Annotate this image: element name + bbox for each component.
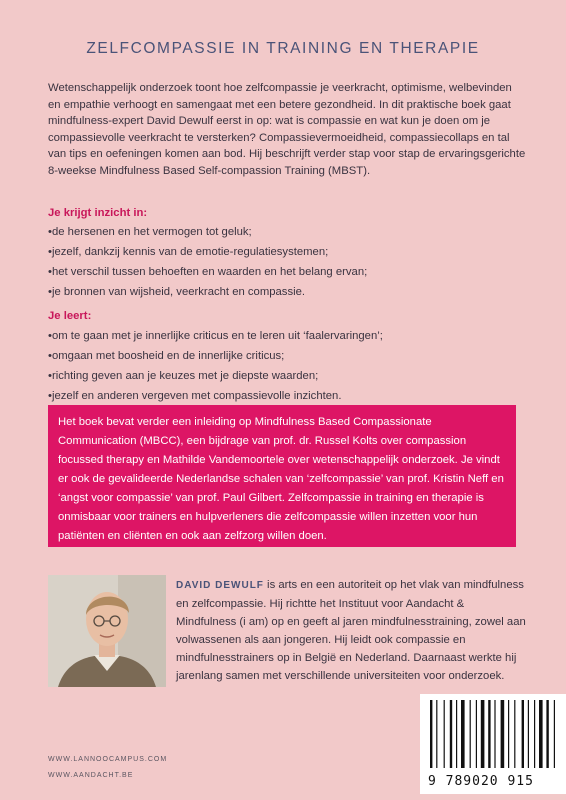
barcode-bar [514,700,515,768]
barcode-bar [508,700,509,768]
barcode-bars [420,694,566,772]
publisher-url[interactable]: WWW.LANNOOCAMPUS.COM [48,756,168,763]
barcode-bar [539,700,543,768]
author-bio-text: is arts en een autoriteit op het vlak van mindfulness en zelfcompassie. Hij richtte het Instituut voor Aandacht & Mindfulness (i am) op en geeft al jaren mindfulnesstraining, zowel aan volwassenen als aan jongeren. Hij leidt ook compassie en mindfulnesstrainers op in België en Nederland. Daarnaast werkte hij jarenlang samen met verschillende universiteiten voor onderzoek. [176,579,526,682]
list-item: • het verschil tussen behoeften en waarden en het belang ervan; [48,262,528,282]
barcode-bar [546,700,548,768]
barcode-bar [444,700,445,768]
barcode-bar [522,700,524,768]
author-photo [48,575,166,687]
institute-url[interactable]: WWW.AANDACHT.BE [48,772,134,779]
barcode-bar [488,700,490,768]
section-title-inzicht: Je krijgt inzicht in: [48,207,148,219]
barcode-bar [470,700,471,768]
barcode-bar [494,700,495,768]
barcode-bar [501,700,505,768]
barcode-bar [450,700,452,768]
barcode-bar [461,700,465,768]
intro-text: Wetenschappelijk onderzoek toont hoe zelfcompassie je veerkracht, optimisme, welbevinden en empathie verhoogt en samengaat met een betere gezondheid. In dit praktische boek gaat mindfulness-expert David Dewulf eerst in op: wat is compassie en wat kun je doen om je compassievolle veerkracht te versterken? Compassievermoeidheid, compassiecollaps en tal van tips en oefeningen komen aan bod. Hij beschrijft verder stap voor stap de ervaringsgerichte 8-weekse Mindfulness Based Self-compassion Training (MBST). [48,82,526,177]
author-bio [176,576,526,685]
list-leert [48,326,528,406]
author-name: DAVID DEWULF [176,580,264,591]
barcode-bar [456,700,457,768]
highlight-box: Het boek bevat verder een inleiding op Mindfulness Based Compassionate Communication (MBCC), een bijdrage van prof. dr. Russel Kolts over compassion focussed therapy en Mathilde Vandemoortele over wetenschappelijk onderzoek. Je vindt er ook de gevalideerde Nederlandse schalen van ‘zelfcompassie’ van prof. Kristin Neff en ‘angst voor compassie’ van prof. Paul Gilbert. Zelfcompassie in training en therapie is onmisbaar voor trainers en hulpverleners die zelfcompassie willen inzetten voor hun patiënten en cliënten en ook aan zelfzorg willen doen. [48,405,516,547]
barcode-bar [534,700,535,768]
list-item: • omgaan met boosheid en de innerlijke criticus; [48,346,528,366]
list-inzicht [48,222,528,302]
section-title-leert: Je leert: [48,310,92,322]
book-title: ZELFCOMPASSIE IN TRAINING EN THERAPIE [86,40,480,57]
list-item: • jezelf, dankzij kennis van de emotie-regulatiesystemen; [48,242,528,262]
barcode-bar [476,700,477,768]
barcode-bar [430,700,432,768]
author-portrait-icon [48,575,166,687]
list-item: • jezelf en anderen vergeven met compassievolle inzichten. [48,386,528,406]
barcode-number: 9 789020 915 [428,774,534,789]
barcode-bar [481,700,485,768]
list-item: • de hersenen en het vermogen tot geluk; [48,222,528,242]
list-item: • richting geven aan je keuzes met je diepste waarden; [48,366,528,386]
barcode [420,694,566,794]
barcode-bar [554,700,555,768]
barcode-bar [436,700,437,768]
barcode-bar [528,700,529,768]
list-item: • je bronnen van wijsheid, veerkracht en compassie. [48,282,528,302]
list-item: • om te gaan met je innerlijke criticus en te leren uit ‘faalervaringen’; [48,326,528,346]
